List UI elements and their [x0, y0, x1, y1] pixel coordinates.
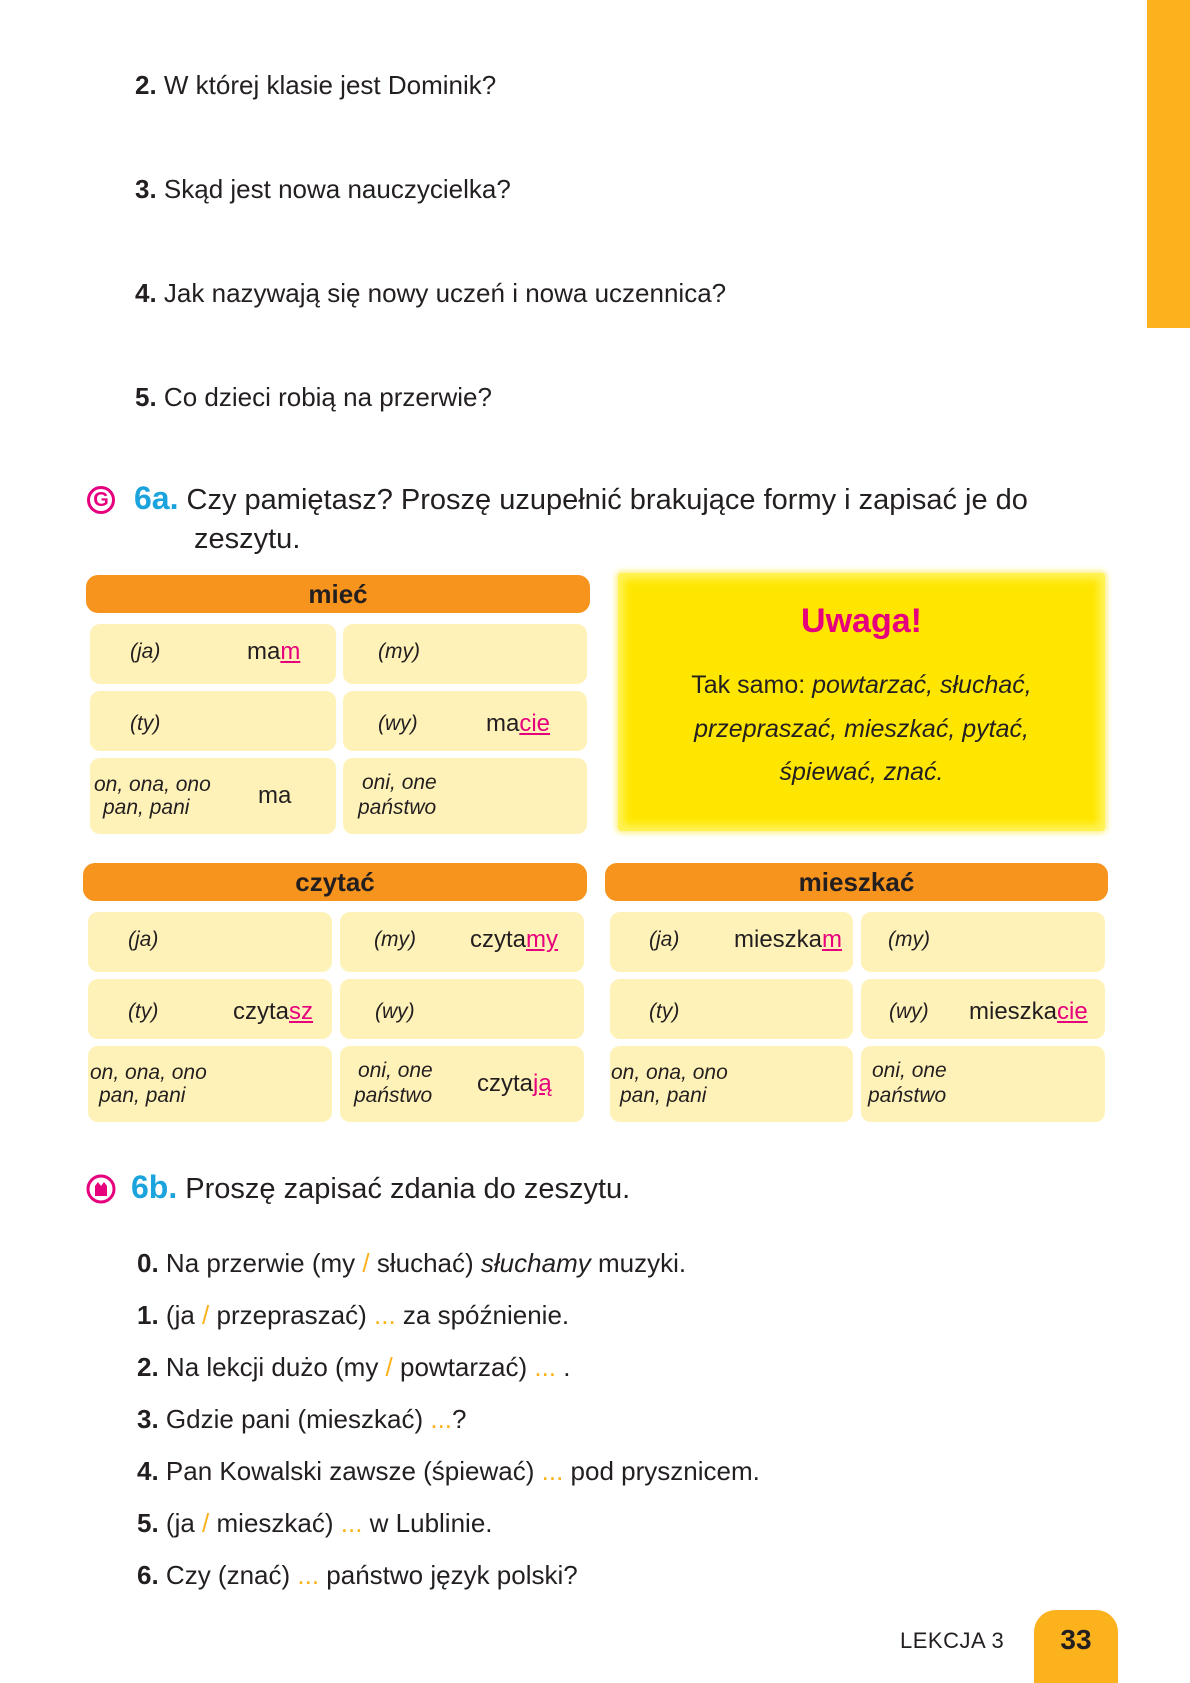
pronoun-wy: (wy) — [375, 1000, 415, 1023]
pronoun-on-line2: pan, pani — [103, 796, 190, 819]
table-title-miec: mieć — [86, 575, 590, 613]
form-czytac-ty: czytasz — [233, 998, 314, 1025]
note-box — [618, 573, 1105, 831]
pronoun-oni-line1: oni, one — [362, 771, 437, 794]
pronoun-on-line1: on, ona, ono — [94, 773, 211, 796]
form-miec-on: ma — [258, 782, 292, 809]
exercise-6a-heading: 6a. Czy pamiętasz? Proszę uzupełnić brakujące formy i zapisać je do — [134, 480, 1028, 516]
pronoun-on-line1: on, ona, ono — [611, 1061, 728, 1084]
pronoun-oni-line2: państwo — [358, 796, 437, 819]
pronoun-oni-line2: państwo — [354, 1084, 433, 1107]
note-line-2: przepraszać, mieszkać, pytać, — [694, 715, 1029, 743]
table-title-czytac: czytać — [83, 863, 587, 901]
question-4: 4. Jak nazywają się nowy uczeń i nowa uczennica? — [135, 278, 727, 308]
pronoun-on-line2: pan, pani — [620, 1084, 707, 1107]
side-color-tab — [1147, 0, 1190, 328]
form-czytac-oni: czytają — [477, 1070, 552, 1097]
form-miec-wy: macie — [486, 710, 551, 737]
sentence-6: 6. Czy (znać) ... państwo język polski? — [137, 1560, 578, 1590]
form-mieszkac-wy: mieszkacie — [969, 998, 1088, 1025]
table-title-mieszkac: mieszkać — [605, 863, 1108, 901]
sentence-2: 2. Na lekcji dużo (my / powtarzać) ... . — [137, 1352, 571, 1382]
pronoun-my: (my) — [374, 928, 416, 951]
pronoun-on-line1: on, ona, ono — [90, 1061, 207, 1084]
page-number: 33 — [1034, 1610, 1118, 1683]
note-line-1: Tak samo: powtarzać, słuchać, — [691, 671, 1032, 699]
lesson-label: LEKCJA 3 — [900, 1628, 1005, 1653]
pronoun-my: (my) — [378, 640, 420, 663]
note-title: Uwaga! — [801, 602, 922, 640]
pronoun-oni-line2: państwo — [868, 1084, 947, 1107]
pronoun-ja: (ja) — [128, 928, 159, 951]
pronoun-ty: (ty) — [649, 1000, 680, 1023]
cell-miec-ty — [90, 691, 336, 751]
sentence-1: 1. (ja / przepraszać) ... za spóźnienie. — [137, 1300, 570, 1330]
sentence-5: 5. (ja / mieszkać) ... w Lublinie. — [137, 1508, 493, 1538]
form-mieszkac-ja: mieszkam — [734, 926, 843, 953]
exercise-6b-heading: 6b. Proszę zapisać zdania do zeszytu. — [131, 1169, 631, 1205]
writing-hand-icon — [86, 1174, 116, 1204]
pronoun-on-line2: pan, pani — [99, 1084, 186, 1107]
pronoun-ty: (ty) — [130, 712, 161, 735]
question-5: 5. Co dzieci robią na przerwie? — [135, 382, 492, 412]
pronoun-my: (my) — [888, 928, 930, 951]
cell-czytac-ja — [88, 912, 332, 972]
pronoun-ja: (ja) — [130, 640, 161, 663]
exercise-6a-heading-cont: zeszytu. — [194, 523, 301, 555]
sentence-0: 0. Na przerwie (my / słuchać) słuchamy muzyki. — [137, 1248, 687, 1278]
question-2: 2. W której klasie jest Dominik? — [135, 70, 497, 100]
form-czytac-my: czytamy — [470, 926, 559, 953]
grammar-badge-icon: G — [87, 486, 115, 514]
pronoun-oni-line1: oni, one — [358, 1059, 433, 1082]
sentence-3: 3. Gdzie pani (mieszkać) ...? — [137, 1404, 467, 1434]
note-line-3: śpiewać, znać. — [779, 758, 944, 786]
question-3: 3. Skąd jest nowa nauczycielka? — [135, 174, 511, 204]
pronoun-oni-line1: oni, one — [872, 1059, 947, 1082]
sentence-4: 4. Pan Kowalski zawsze (śpiewać) ... pod prysznicem. — [137, 1456, 760, 1486]
pronoun-ty: (ty) — [128, 1000, 159, 1023]
form-miec-ja: mam — [247, 638, 301, 665]
cell-mieszkac-ty — [610, 979, 853, 1039]
pronoun-wy: (wy) — [889, 1000, 929, 1023]
pronoun-wy: (wy) — [378, 712, 418, 735]
pronoun-ja: (ja) — [649, 928, 680, 951]
